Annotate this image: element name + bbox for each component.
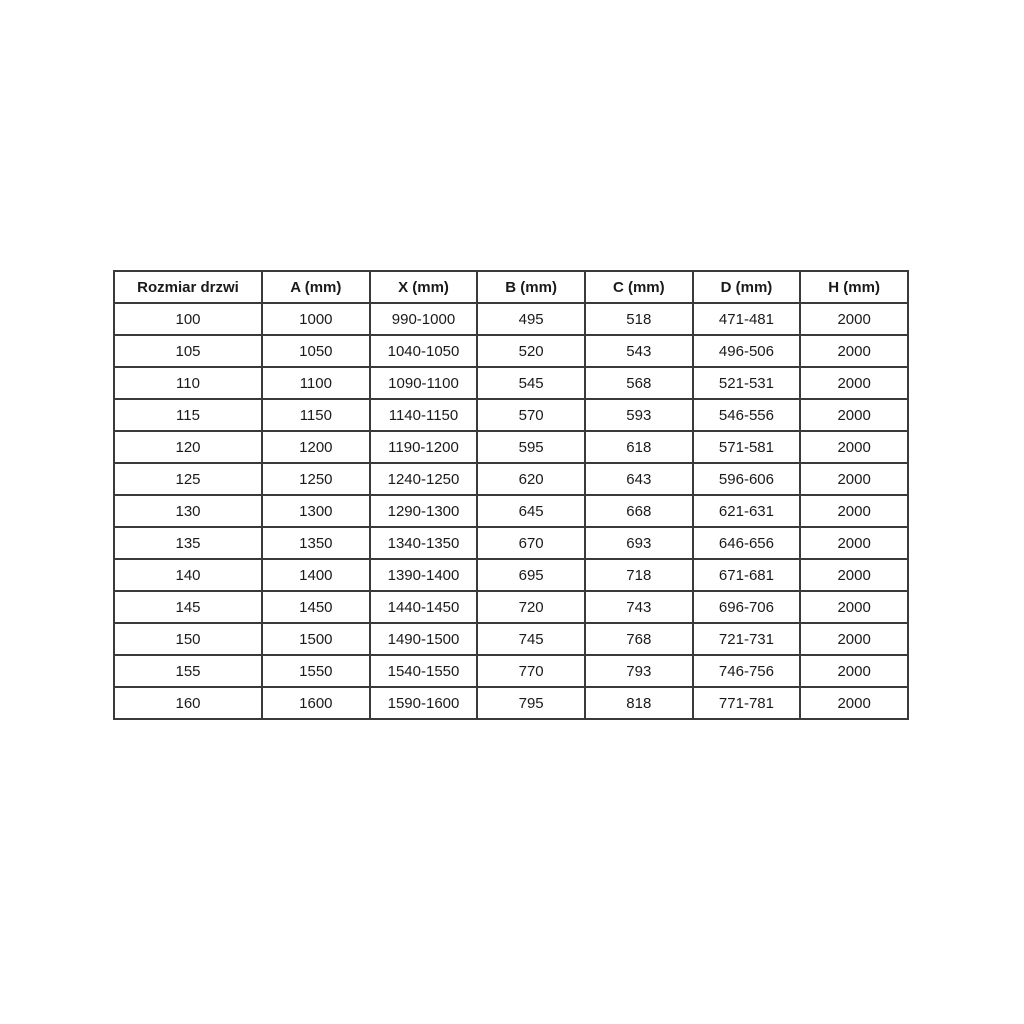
table-cell: 471-481 [693,303,801,335]
table-cell: 2000 [800,591,908,623]
table-cell: 2000 [800,527,908,559]
table-cell: 120 [114,431,262,463]
column-header: Rozmiar drzwi [114,271,262,303]
table-cell: 718 [585,559,693,591]
table-cell: 645 [477,495,585,527]
table-cell: 1250 [262,463,370,495]
table-cell: 818 [585,687,693,719]
table-cell: 595 [477,431,585,463]
table-cell: 771-781 [693,687,801,719]
column-header: A (mm) [262,271,370,303]
table-cell: 668 [585,495,693,527]
table-cell: 2000 [800,623,908,655]
table-row [114,527,908,559]
table-cell: 2000 [800,335,908,367]
table-cell: 1350 [262,527,370,559]
table-cell: 496-506 [693,335,801,367]
table-cell: 620 [477,463,585,495]
table-row [114,591,908,623]
table-cell: 1500 [262,623,370,655]
table-cell: 695 [477,559,585,591]
table-cell: 770 [477,655,585,687]
door-size-spec-table [113,270,909,720]
table-cell: 621-631 [693,495,801,527]
table-cell: 1390-1400 [370,559,478,591]
table-cell: 670 [477,527,585,559]
table-row [114,559,908,591]
table-cell: 593 [585,399,693,431]
table-cell: 1600 [262,687,370,719]
table-cell: 495 [477,303,585,335]
table-cell: 160 [114,687,262,719]
table-cell: 743 [585,591,693,623]
table-cell: 643 [585,463,693,495]
table-row [114,495,908,527]
table-cell: 518 [585,303,693,335]
table-cell: 2000 [800,687,908,719]
column-header: C (mm) [585,271,693,303]
table-cell: 1200 [262,431,370,463]
table-cell: 145 [114,591,262,623]
table-cell: 795 [477,687,585,719]
table-cell: 1590-1600 [370,687,478,719]
table-cell: 1140-1150 [370,399,478,431]
column-header: X (mm) [370,271,478,303]
table-cell: 1150 [262,399,370,431]
table-cell: 1100 [262,367,370,399]
table-cell: 696-706 [693,591,801,623]
table-cell: 115 [114,399,262,431]
table-cell: 155 [114,655,262,687]
table-cell: 2000 [800,559,908,591]
table-row [114,655,908,687]
table-row [114,687,908,719]
table-cell: 570 [477,399,585,431]
table-cell: 100 [114,303,262,335]
table-cell: 571-581 [693,431,801,463]
table-cell: 2000 [800,303,908,335]
table-cell: 1040-1050 [370,335,478,367]
table-cell: 1400 [262,559,370,591]
table-cell: 1540-1550 [370,655,478,687]
header-row [114,271,908,303]
column-header: H (mm) [800,271,908,303]
table-cell: 1090-1100 [370,367,478,399]
table-cell: 125 [114,463,262,495]
table-cell: 721-731 [693,623,801,655]
table-cell: 130 [114,495,262,527]
table-cell: 2000 [800,655,908,687]
table-cell: 545 [477,367,585,399]
table-cell: 1290-1300 [370,495,478,527]
table-cell: 110 [114,367,262,399]
table-cell: 646-656 [693,527,801,559]
size-table-container [113,270,909,720]
table-row [114,303,908,335]
table-cell: 2000 [800,495,908,527]
column-header: B (mm) [477,271,585,303]
table-cell: 2000 [800,399,908,431]
table-cell: 693 [585,527,693,559]
table-row [114,431,908,463]
table-cell: 1300 [262,495,370,527]
table-cell: 746-756 [693,655,801,687]
table-cell: 1490-1500 [370,623,478,655]
table-row [114,623,908,655]
table-cell: 140 [114,559,262,591]
table-cell: 596-606 [693,463,801,495]
table-cell: 1050 [262,335,370,367]
table-cell: 568 [585,367,693,399]
table-cell: 150 [114,623,262,655]
table-cell: 1550 [262,655,370,687]
table-cell: 720 [477,591,585,623]
table-cell: 2000 [800,431,908,463]
table-cell: 1240-1250 [370,463,478,495]
table-row [114,463,908,495]
table-cell: 543 [585,335,693,367]
table-cell: 2000 [800,367,908,399]
table-cell: 671-681 [693,559,801,591]
table-cell: 1000 [262,303,370,335]
table-cell: 1190-1200 [370,431,478,463]
table-cell: 1440-1450 [370,591,478,623]
table-cell: 546-556 [693,399,801,431]
table-cell: 521-531 [693,367,801,399]
table-cell: 990-1000 [370,303,478,335]
table-cell: 1450 [262,591,370,623]
table-cell: 135 [114,527,262,559]
table-cell: 745 [477,623,585,655]
table-cell: 2000 [800,463,908,495]
table-row [114,399,908,431]
table-cell: 105 [114,335,262,367]
table-cell: 793 [585,655,693,687]
table-row [114,367,908,399]
table-row [114,335,908,367]
table-cell: 520 [477,335,585,367]
table-cell: 618 [585,431,693,463]
table-cell: 1340-1350 [370,527,478,559]
column-header: D (mm) [693,271,801,303]
table-cell: 768 [585,623,693,655]
